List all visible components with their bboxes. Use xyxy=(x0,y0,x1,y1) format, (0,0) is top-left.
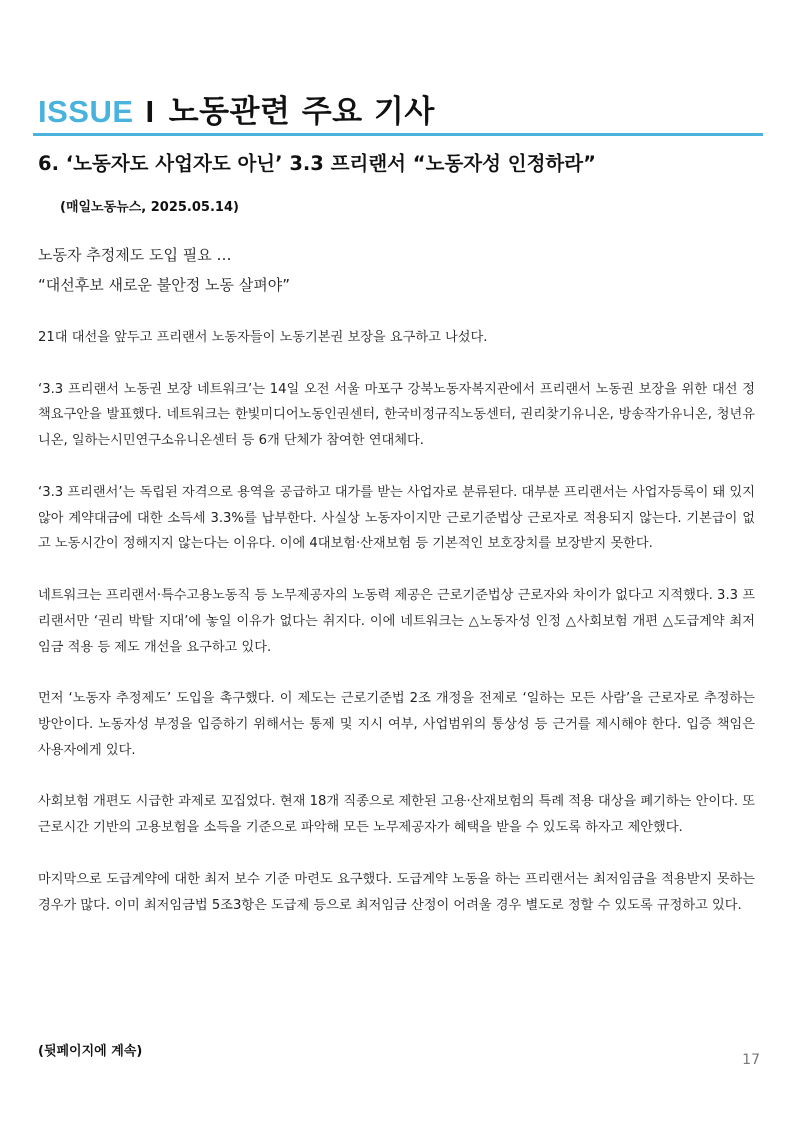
article-title: 6. ‘노동자도 사업자도 아닌’ 3.3 프리랜서 “노동자성 인정하라” xyxy=(38,152,596,175)
article-source: (매일노동뉴스, 2025.05.14) xyxy=(60,200,239,215)
header-separator: I xyxy=(145,94,155,129)
section-title: 노동관련 주요 기사 xyxy=(168,94,435,130)
page-number: 17 xyxy=(742,1052,760,1068)
paragraph: 사회보험 개편도 시급한 과제로 꼬집었다. 현재 18개 직종으로 제한된 고용·산재보험의 특례 적용 대상을 폐기하는 안이다. 또 근로시간 기반의 고용보험을 소득을 기준으로 파악해 모든 노무제공자가 혜택을 받을 수 있도록 하자고 제안했다. xyxy=(38,794,755,836)
paragraph: ‘3.3 프리랜서’는 독립된 자격으로 용역을 공급하고 대가를 받는 사업자로 분류된다. 대부분 프리랜서는 사업자등록이 돼 있지 않아 계약대금에 대한 소득세 3.3%를 납부한다. 사실상 노동자이지만 근로기준법상 근로자로 적용되지 않는다. 기본급이 없고 노동시간이 정해지지 않는다는 이유다. 이에 4대보험·산재보험 등 기본적인 보호장치를 보장받지 못한다. xyxy=(38,484,755,552)
paragraph: 21대 대선을 앞두고 프리랜서 노동자들이 노동기본권 보장을 요구하고 나섰다. xyxy=(38,330,488,345)
paragraph: 마지막으로 도급계약에 대한 최저 보수 기준 마련도 요구했다. 도급계약 노동을 하는 프리랜서는 최저임금을 적용받지 못하는 경우가 많다. 이미 최저임금법 5조3항은 도급제 등으로 최저임금 산정이 어려울 경우 별도로 정할 수 있도록 규정하고 있다. xyxy=(38,871,755,913)
header-divider xyxy=(33,133,763,136)
paragraph: 먼저 ‘노동자 추정제도’ 도입을 촉구했다. 이 제도는 근로기준법 2조 개정을 전제로 ‘일하는 모든 사람’을 근로자로 추정하는 방안이다. 노동자성 부정을 입증하기 위해서는 통제 및 지시 여부, 사업범위의 통상성 등 근거를 제시해야 한다. 입증 책임은 사용자에게 있다. xyxy=(38,691,755,758)
article-subtitle: “대선후보 새로운 불안정 노동 살펴야” xyxy=(38,276,290,294)
section-header xyxy=(38,86,435,131)
article-body xyxy=(38,325,755,944)
continued-note: (뒷페이지에 계속) xyxy=(38,1044,143,1059)
paragraph: ‘3.3 프리랜서 노동권 보장 네트워크’는 14일 오전 서울 마포구 강북노동자복지관에서 프리랜서 노동권 보장을 위한 대선 정책요구안을 발표했다. 네트워크는 한빛미디어노동인권센터, 한국비정규직노동센터, 권리찾기유니온, 방송작가유니온, 청년유니온, 일하는시민연구소유니온센터 등 6개 단체가 참여한 연대체다. xyxy=(38,381,755,449)
issue-label: ISSUE xyxy=(38,94,134,129)
article-subtitle: 노동자 추정제도 도입 필요 … xyxy=(38,246,232,264)
paragraph: 네트워크는 프리랜서·특수고용노동직 등 노무제공자의 노동력 제공은 근로기준법상 근로자와 차이가 없다고 지적했다. 3.3 프리랜서만 ‘권리 박탈 지대’에 놓일 이유가 없다는 취지다. 이에 네트워크는 △노동자성 인정 △사회보험 개편 △도급계약 최저임금 적용 등 제도 개선을 요구하고 있다. xyxy=(38,587,755,655)
